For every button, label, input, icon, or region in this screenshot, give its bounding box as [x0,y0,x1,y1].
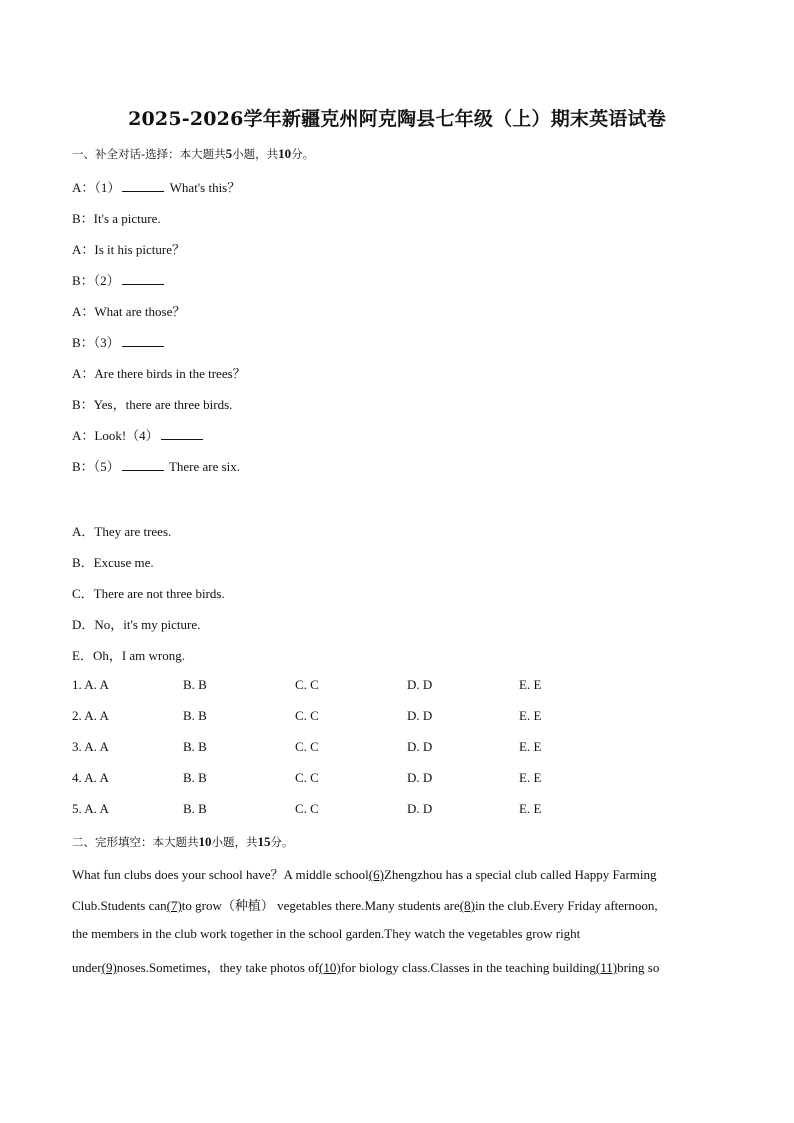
blank-number: (11) [595,960,618,975]
choice-option: 1. A. A [72,677,109,692]
passage-line [72,864,712,883]
choice-option: 4. A. A [72,770,109,785]
dialogue-text: Are there birds in the trees？ [94,366,246,381]
choice-option: B. B [183,739,207,754]
dialogue-text: There are six. [165,459,241,474]
blank-number: (8) [459,898,475,913]
choice-option: E. E [519,677,542,692]
choice-option: D. D [407,801,433,816]
dialogue-line [72,177,240,196]
blank-number: (7) [166,898,182,913]
option-item: C．There are not three birds. [72,586,225,601]
choice-option: C. C [295,801,319,816]
choice-option: D. D [407,770,433,785]
choice-option: B. B [183,801,207,816]
passage-text: noses.Sometimes，they take photos of [116,960,319,975]
choice-option: C. C [295,770,319,785]
choice-option: C. C [295,739,319,754]
passage-text: bring so [617,960,660,975]
choice-option: E. E [519,770,542,785]
dialogue-text: （5） [93,459,120,474]
dialogue-text: （3） [93,335,120,350]
dialogue-line [72,363,246,382]
speaker-label: B： [72,335,94,350]
dialogue-text: What are those？ [94,304,186,319]
choice-option: D. D [407,739,433,754]
passage-text: to grow（种植） vegetables there.Many students are [181,898,460,913]
dialogue-line [72,270,166,289]
speaker-label: B： [72,211,94,226]
passage-line [72,957,712,976]
passage-text: for biology class.Classes in the teaching building [340,960,596,975]
dialogue-line [72,394,232,413]
passage-text: the members in the club work together in the school garden.They watch the vegetables grow right [72,926,581,941]
choice-option: 5. A. A [72,801,109,816]
answer-blank [122,459,164,471]
answer-blank [122,180,164,192]
dialogue-line [72,301,185,320]
speaker-label: A： [72,242,95,257]
answer-blank [161,428,203,440]
speaker-label: A： [72,428,95,443]
dialogue-text: It's a picture. [93,211,161,226]
passage-line [72,926,712,942]
section1-heading: 一、补全对话-选择：本大题共5小题，共10分。 [72,146,315,161]
choice-option: D. D [407,708,433,723]
answer-blank [122,335,164,347]
blank-number: (9) [101,960,117,975]
dialogue-text: （1） [94,180,121,195]
dialogue-line [72,239,185,258]
choice-option: 3. A. A [72,739,109,754]
choice-option: E. E [519,739,542,754]
speaker-label: A： [72,180,95,195]
dialogue-text: Yes，there are three birds. [93,397,233,412]
speaker-label: A： [72,304,95,319]
choice-option: C. C [295,677,319,692]
answer-blank [122,273,164,285]
passage-text: Zhengzhou has a special club called Happy Farming [383,867,657,882]
dialogue-line [72,208,161,227]
passage-text: in the club.Every Friday afternoon, [474,898,658,913]
choice-option: C. C [295,708,319,723]
passage-text: under [72,960,102,975]
passage-line [72,895,712,914]
exam-title: 2025-2026学年新疆克州阿克陶县七年级（上）期末英语试卷 [128,108,666,130]
choice-option: B. B [183,708,207,723]
dialogue-text: Is it his picture？ [94,242,186,257]
dialogue-text: （2） [93,273,120,288]
speaker-label: A： [72,366,95,381]
choice-option: B. B [183,770,207,785]
choice-option: 2. A. A [72,708,109,723]
choice-option: D. D [407,677,433,692]
dialogue-line [72,456,240,475]
dialogue-line [72,332,166,351]
passage-text: What fun clubs does your school have？A middle school [72,867,369,882]
blank-number: (6) [368,867,384,882]
dialogue-text: Look!（4） [94,428,159,443]
dialogue-text: What's this？ [166,180,241,195]
speaker-label: B： [72,397,94,412]
section2-heading: 二、完形填空：本大题共10小题，共15分。 [72,834,294,849]
choice-option: B. B [183,677,207,692]
speaker-label: B： [72,459,94,474]
passage-text: Club.Students can [72,898,167,913]
option-item: A．They are trees. [72,524,172,539]
choice-option: E. E [519,708,542,723]
dialogue-line [72,425,205,444]
choice-option: E. E [519,801,542,816]
option-item: D．No，it's my picture. [72,617,201,632]
option-item: B．Excuse me. [72,555,154,570]
speaker-label: B： [72,273,94,288]
blank-number: (10) [318,960,341,975]
option-item: E．Oh，I am wrong. [72,648,186,663]
